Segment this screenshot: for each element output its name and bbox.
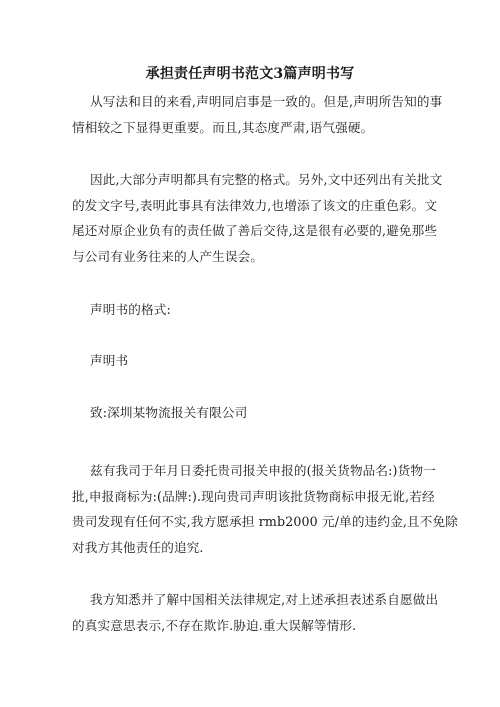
paragraph-line: 我方知悉并了解中国相关法律规定,对上述承担表述系自愿做出 [90, 592, 439, 607]
paragraph-4 [90, 348, 426, 374]
paragraph-7 [72, 587, 439, 638]
paragraph-line: 的发文字号,表明此事具有法律效力,也增添了该文的庄重色彩。文 [72, 197, 438, 213]
paragraph-5 [90, 400, 426, 426]
paragraph-6 [72, 458, 458, 560]
paragraph-line: 贵司发现有任何不实,我方愿承担 rmb2000 元/单的违约金,且不免除 [72, 514, 458, 529]
paragraph-line: 从写法和目的来看,声明同启事是一致的。但是,声明所告知的事 [90, 94, 443, 109]
paragraph-line: 的真实意思表示,不存在欺诈.胁迫.重大误解等情形. [72, 617, 357, 633]
paragraph-line: 致:深圳某物流报关有限公司 [90, 405, 248, 420]
paragraph-2 [72, 167, 443, 269]
paragraph-line: 尾还对原企业负有的责任做了善后交待,这是很有必要的,避免那些 [72, 223, 438, 238]
paragraph-line: 对我方其他责任的追究. [72, 539, 204, 555]
paragraph-line: 声明书 [90, 353, 129, 368]
paragraph-line: 兹有我司于年月日委托贵司报关申报的(报关货物品名:)货物一 [90, 463, 436, 478]
paragraph-line: 情相较之下显得更重要。而且,其态度严肃,语气强硬。 [72, 119, 374, 135]
paragraph-line: 声明书的格式: [90, 302, 171, 317]
paragraph-3 [90, 297, 426, 323]
paragraph-line: 与公司有业务往来的人产生误会。 [72, 248, 264, 264]
paragraph-line: 批,申报商标为:(品牌:).现向贵司声明该批货物商标申报无讹,若经 [72, 488, 435, 504]
paragraph-line: 因此,大部分声明都具有完整的格式。另外,文中还列出有关批文 [90, 172, 443, 187]
paragraph-1 [72, 89, 443, 140]
document-title: 承担责任声明书范文3篇声明书写 [145, 66, 355, 82]
